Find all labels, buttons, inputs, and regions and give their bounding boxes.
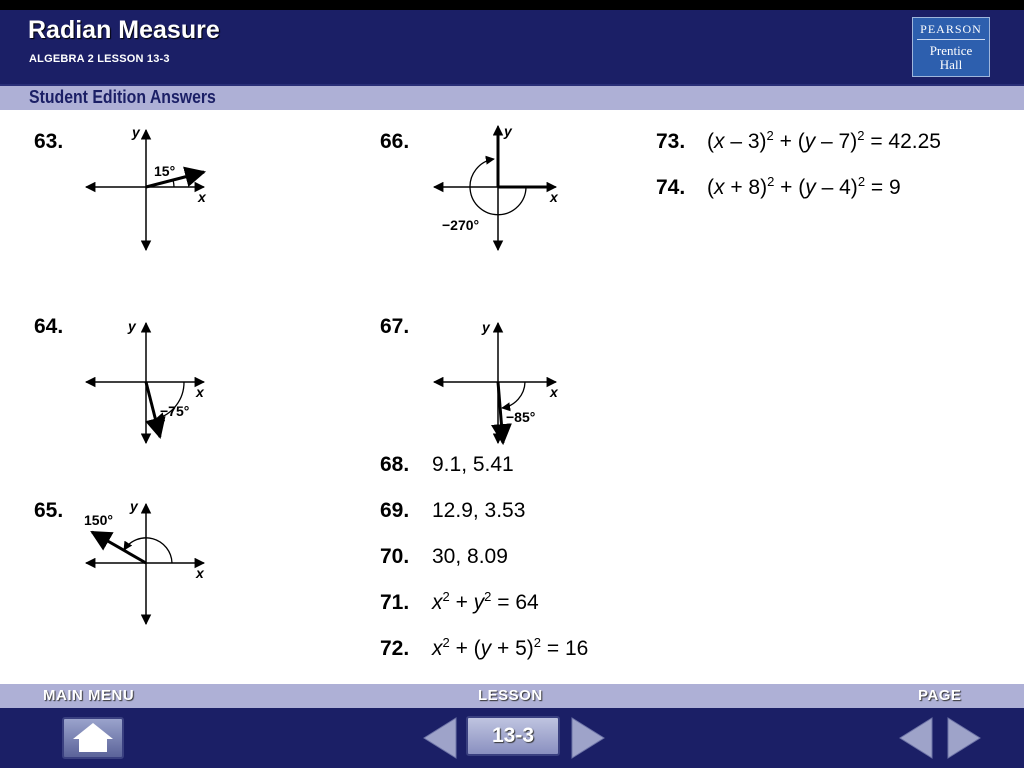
- home-icon: [64, 719, 122, 757]
- problem-number-64: 64.: [34, 315, 64, 338]
- problem-number-66: 66.: [380, 130, 410, 153]
- graph-neg-270-degrees: [430, 120, 580, 260]
- answer-text-70: 30, 8.09: [432, 545, 508, 568]
- angle-label: −85°: [506, 409, 536, 425]
- x-axis-label: x: [198, 189, 206, 205]
- lesson-prev-arrow-icon[interactable]: [420, 716, 460, 760]
- lesson-number-button[interactable]: [466, 716, 560, 756]
- y-axis-label: y: [504, 123, 512, 139]
- x-axis-label: x: [196, 384, 204, 400]
- answer-number-68: 68.: [380, 453, 410, 476]
- answer-text-68: 9.1, 5.41: [432, 453, 514, 476]
- answer-number-72: 72.: [380, 637, 410, 660]
- equation-72: $x^2 + (y + 5)^2 = 16$: [432, 635, 589, 660]
- equation-73-rhs: = 42.25: [870, 130, 941, 153]
- lesson-label: LESSON: [478, 687, 543, 704]
- page-title: Radian Measure: [28, 16, 220, 44]
- answer-number-69: 69.: [380, 499, 410, 522]
- footer-nav: [0, 708, 1024, 768]
- footer-label-band: [0, 684, 1024, 708]
- answer-text-69: 12.9, 3.53: [432, 499, 526, 522]
- lesson-number: 13-3: [491, 724, 535, 747]
- x-axis-label: x: [550, 189, 558, 205]
- logo-line-2: Prentice: [929, 43, 973, 58]
- page-label: PAGE: [918, 687, 962, 704]
- page-prev-arrow-icon[interactable]: [896, 716, 936, 760]
- y-axis-label: y: [482, 319, 490, 335]
- equation-71: $x^2 + y^2 = 64$: [432, 589, 539, 614]
- problem-number-65: 65.: [34, 499, 64, 522]
- home-button[interactable]: [62, 717, 124, 759]
- pearson-logo: [912, 17, 990, 77]
- problem-number-63: 63.: [34, 130, 64, 153]
- graph-neg-85-degrees: [430, 315, 580, 455]
- graph-neg-75-degrees: [80, 315, 230, 455]
- angle-label: 15°: [154, 163, 176, 179]
- answer-number-71: 71.: [380, 591, 410, 614]
- section-label: Student Edition Answers: [29, 87, 216, 107]
- graph-15-degrees: [80, 120, 230, 260]
- problem-number-67: 67.: [380, 315, 410, 338]
- logo-line-3: Hall: [939, 57, 963, 72]
- graph-150-degrees: [80, 496, 230, 636]
- angle-label: −270°: [442, 217, 480, 233]
- top-edge: [0, 0, 1024, 10]
- lesson-subtitle: ALGEBRA 2 LESSON 13-3: [29, 53, 170, 65]
- answer-number-70: 70.: [380, 545, 410, 568]
- y-axis-label: y: [130, 498, 138, 514]
- angle-label: −75°: [160, 403, 190, 419]
- x-axis-label: x: [196, 565, 204, 581]
- equation-74: $(x + 8)^2 + (y - 4)^2 = 9$: [707, 174, 901, 199]
- x-axis-label: x: [550, 384, 558, 400]
- section-band: [0, 86, 1024, 110]
- y-axis-label: y: [132, 124, 140, 140]
- equation-74-rhs: = 9: [870, 176, 901, 199]
- header-bar: [0, 10, 1024, 84]
- lesson-next-arrow-icon[interactable]: [568, 716, 608, 760]
- answer-number-74: 74.: [656, 176, 686, 199]
- equation-73: (x – 3)$^2$ + (y – 7)$^2$ = 42.25: [707, 128, 941, 153]
- page-next-arrow-icon[interactable]: [944, 716, 984, 760]
- answer-number-73: 73.: [656, 130, 686, 153]
- main-menu-label: MAIN MENU: [43, 687, 135, 704]
- y-axis-label: y: [128, 318, 136, 334]
- logo-line-1: PEARSON: [920, 22, 982, 36]
- angle-label: 150°: [84, 512, 113, 528]
